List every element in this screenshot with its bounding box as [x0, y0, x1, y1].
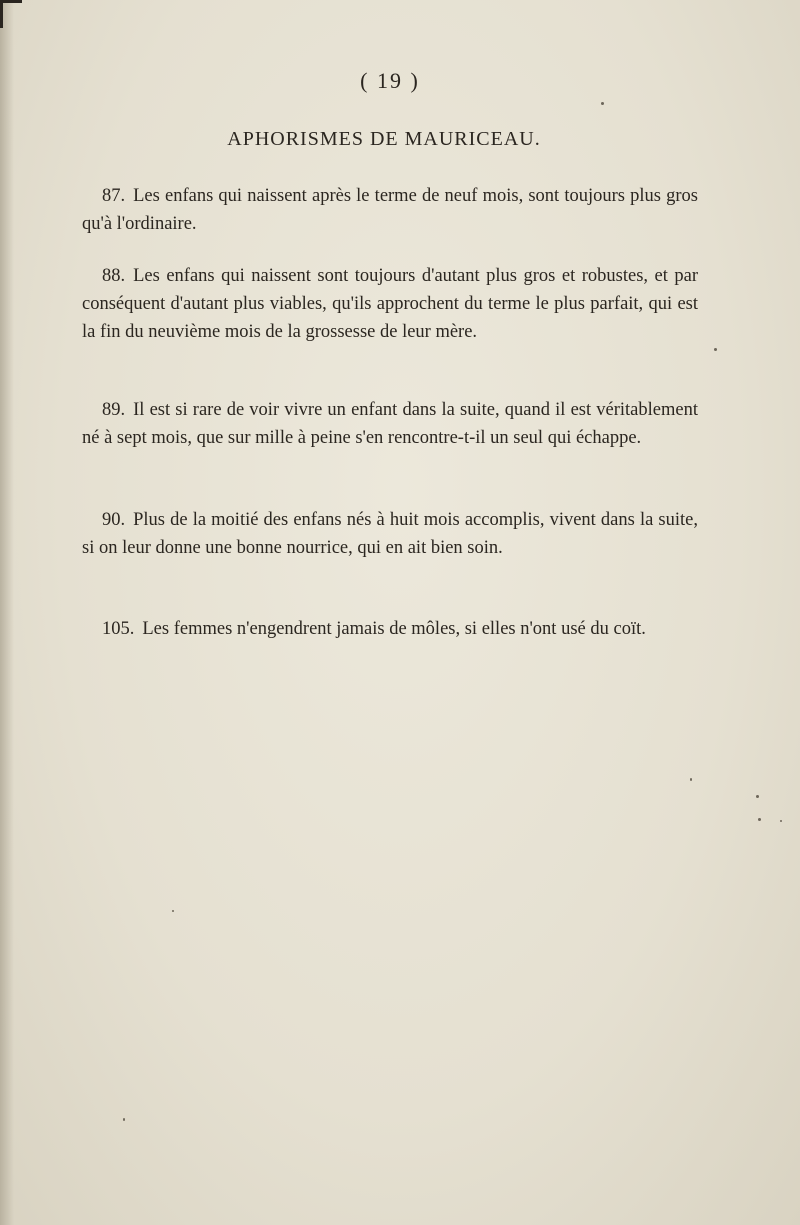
- paper-speck: [172, 910, 174, 912]
- paper-speck: [123, 1118, 125, 1121]
- paper-speck: [758, 818, 761, 821]
- paper-speck: [690, 778, 692, 781]
- aphorism-text: Les femmes n'engendrent jamais de môles, si elles n'ont usé du coït.: [142, 619, 646, 639]
- aphorism-number: 87.: [102, 186, 126, 206]
- aphorism-text: Plus de la moitié des enfans nés à huit mois accomplis, vivent dans la suite, si on leur donne une bonne nourrice, qui en ait bien soin.: [82, 510, 698, 558]
- aphorism-text: Les enfans qui naissent sont toujours d'autant plus gros et robustes, et par conséquent d'autant plus viables, qu'ils approchent du terme le plus parfait, qui est la fin du neuvième mois de la grossesse de leur mère.: [82, 266, 698, 342]
- aphorism-number: 105.: [102, 619, 135, 639]
- aphorism-89: [82, 396, 698, 452]
- aphorism-number: 90.: [102, 510, 126, 530]
- paper-speck: [756, 795, 759, 798]
- aphorism-number: 89.: [102, 400, 126, 420]
- paper-speck: [601, 102, 604, 105]
- aphorism-105: [82, 615, 698, 643]
- aphorism-text: Les enfans qui naissent après le terme de neuf mois, sont toujours plus gros qu'à l'ordinaire.: [82, 186, 698, 234]
- aphorism-90: [82, 506, 698, 562]
- page-heading: APHORISMES DE MAURICEAU.: [227, 128, 541, 150]
- aphorism-text: Il est si rare de voir vivre un enfant dans la suite, quand il est véritablement né à sept mois, que sur mille à peine s'en rencontre-t-il un seul qui échappe.: [82, 400, 698, 448]
- page-number: ( 19 ): [360, 68, 420, 93]
- page-edge-shadow: [0, 0, 14, 1225]
- aphorism-87: [82, 182, 698, 238]
- aphorism-88: [82, 262, 698, 346]
- aphorism-number: 88.: [102, 266, 126, 286]
- paper-speck: [714, 348, 717, 351]
- corner-crop-mark: [0, 0, 22, 28]
- paper-speck: [780, 820, 782, 822]
